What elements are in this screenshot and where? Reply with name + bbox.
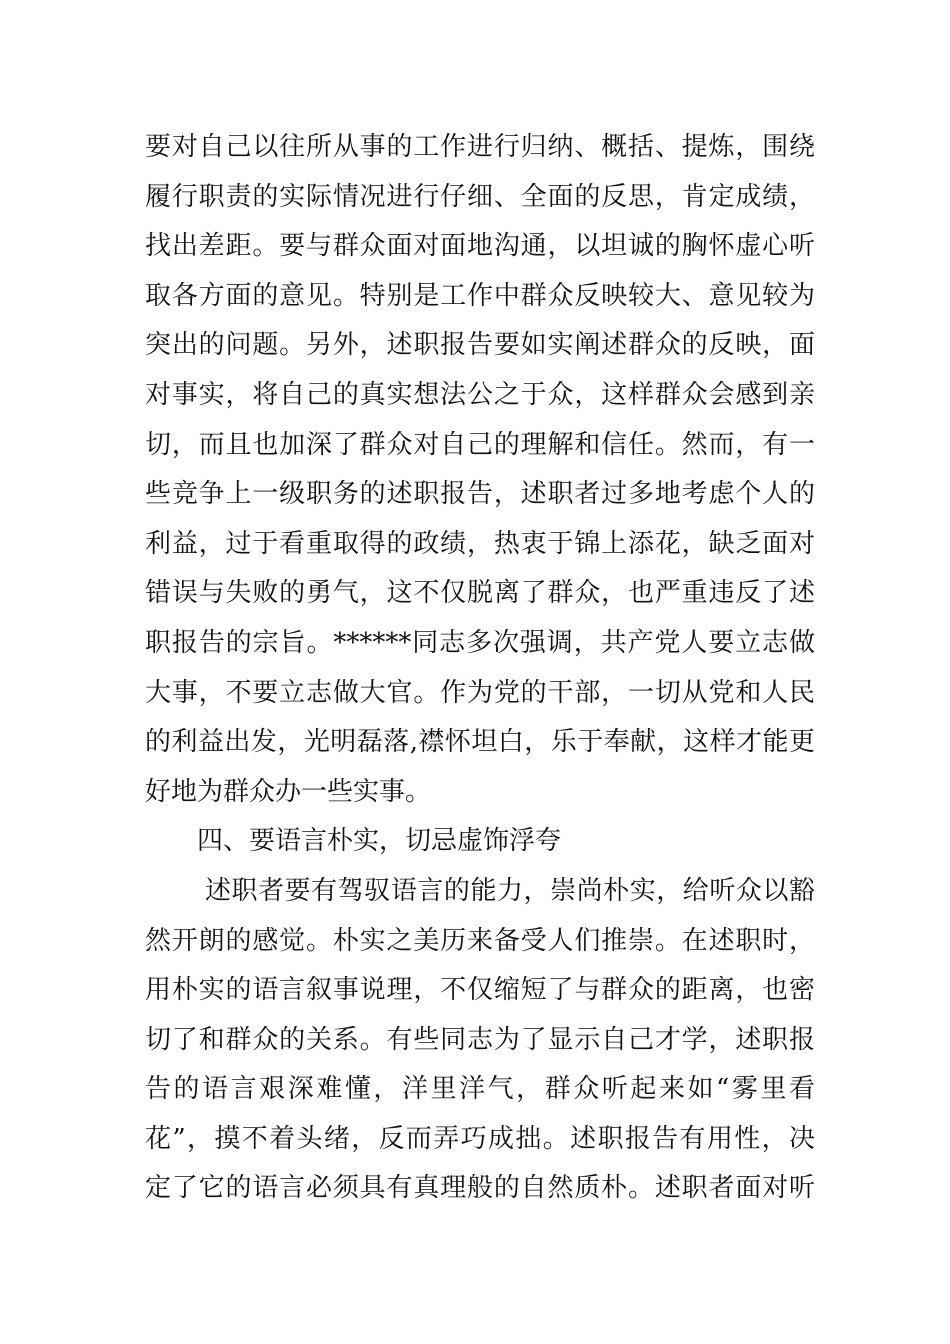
body-line: 要对自己以往所从事的工作进行归纳、概括、提炼，围绕 <box>145 132 815 162</box>
body-line: 错误与失败的勇气，这不仅脱离了群众，也严重违反了述 <box>145 578 815 609</box>
body-line: 定了它的语言必须具有真理般的自然质朴。述职者面对听 <box>145 1173 815 1204</box>
body-line: 取各方面的意见。特别是工作中群众反映较大、意见较为 <box>145 280 815 311</box>
body-line: 的利益出发，光明磊落,襟怀坦白，乐于奉献，这样才能更 <box>145 727 815 758</box>
body-line: 切，而且也加深了群众对自己的理解和信任。然而，有一 <box>145 429 815 460</box>
body-line: 述职者要有驾驭语言的能力，崇尚朴实，给听众以豁 <box>205 875 815 906</box>
body-line: 利益，过于看重取得的政绩，热衷于锦上添花，缺乏面对 <box>145 528 815 559</box>
section-heading: 四、要语言朴实，切忌虚饰浮夸 <box>197 826 562 857</box>
body-line: 大事，不要立志做大官。作为党的干部，一切从党和人民 <box>145 677 815 708</box>
body-line: 突出的问题。另外，述职报告要如实阐述群众的反映，面 <box>145 330 815 361</box>
body-line: 花”，摸不着头绪，反而弄巧成拙。述职报告有用性，决 <box>145 1123 815 1154</box>
body-line: 然开朗的感觉。朴实之美历来备受人们推崇。在述职时， <box>145 925 815 956</box>
body-line: 些竞争上一级职务的述职报告，述职者过多地考虑个人的 <box>145 479 815 510</box>
body-line: 对事实，将自己的真实想法公之于众，这样群众会感到亲 <box>145 379 815 410</box>
body-line: 告的语言艰深难懂，洋里洋气，群众听起来如“雾里看 <box>145 1074 815 1105</box>
body-line: 职报告的宗旨。******同志多次强调，共产党人要立志做 <box>145 627 815 658</box>
body-line: 切了和群众的关系。有些同志为了显示自己才学，述职报 <box>145 1024 815 1055</box>
body-line: 履行职责的实际情况进行仔细、全面的反思，肯定成绩， <box>145 181 815 212</box>
body-line: 好地为群众办一些实事。 <box>145 776 432 807</box>
document-body <box>145 123 815 1214</box>
body-line: 找出差距。要与群众面对面地沟通，以坦诚的胸怀虚心听 <box>145 231 815 262</box>
body-line: 用朴实的语言叙事说理，不仅缩短了与群众的距离，也密 <box>145 975 815 1006</box>
